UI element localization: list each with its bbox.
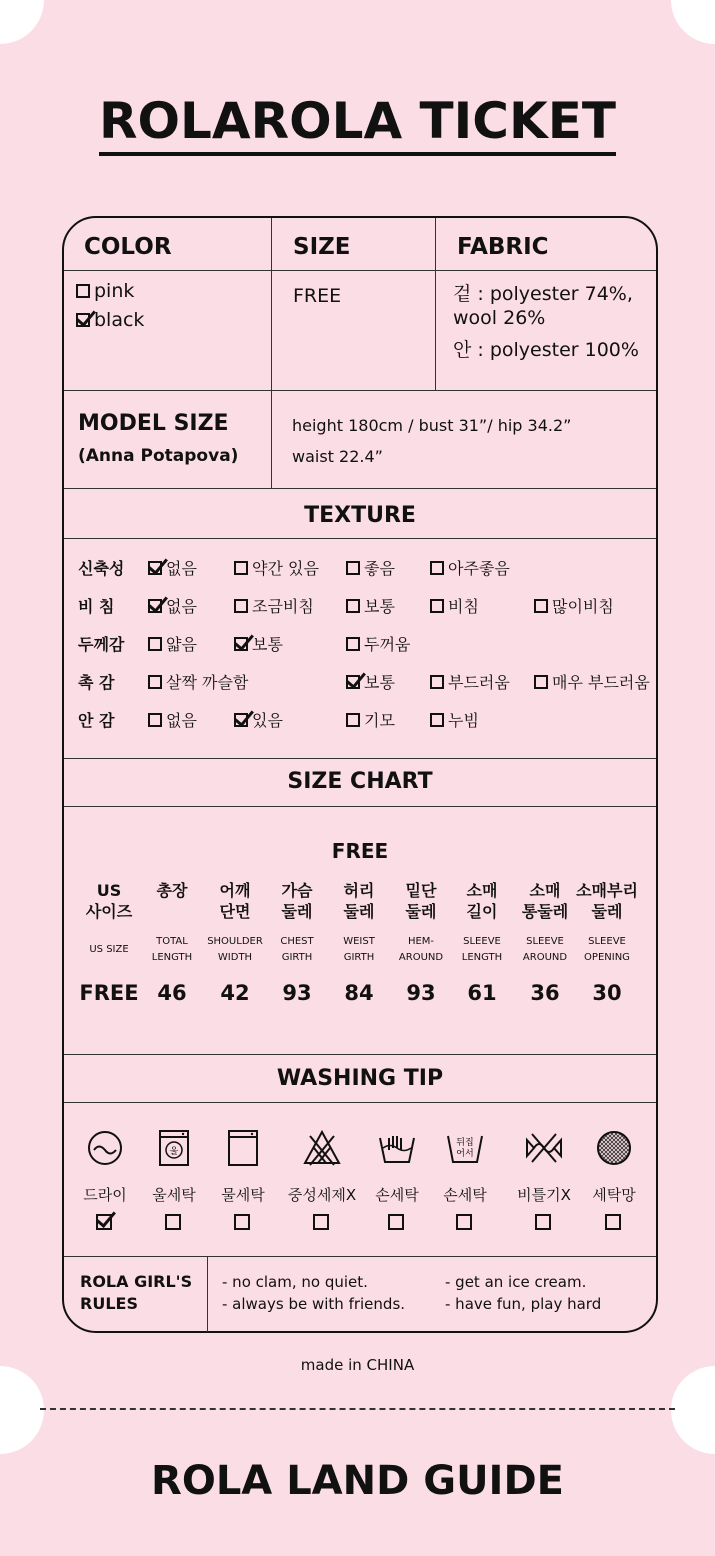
texture-option-label: 기모 bbox=[364, 711, 395, 730]
no-wring-icon bbox=[524, 1128, 564, 1168]
texture-option-label: 없음 bbox=[166, 597, 197, 616]
texture-option-label: 매우 부드러움 bbox=[552, 673, 650, 692]
washing-label: 세탁망 bbox=[592, 1186, 636, 1204]
size-column-subtitle: SHOULDER bbox=[207, 936, 263, 947]
texture-option-label: 아주좋음 bbox=[448, 559, 510, 578]
texture-option bbox=[234, 556, 319, 579]
texture-option bbox=[234, 594, 314, 617]
size-column-subtitle: US SIZE bbox=[89, 944, 129, 955]
size-value-cell: FREE bbox=[79, 981, 139, 1005]
texture-option-label: 조금비침 bbox=[252, 597, 314, 616]
texture-option bbox=[430, 594, 479, 617]
washing-label: 드라이 bbox=[83, 1186, 127, 1204]
ticket-title: ROLAROLA TICKET bbox=[0, 92, 715, 150]
texture-option bbox=[430, 556, 510, 579]
checkbox[interactable] bbox=[234, 561, 248, 575]
checkbox[interactable] bbox=[346, 561, 360, 575]
checkbox[interactable] bbox=[346, 637, 360, 651]
size-value-cell: 93 bbox=[282, 981, 312, 1005]
size-column-title: 허리 bbox=[343, 881, 375, 900]
rule-item: - always be with friends. bbox=[222, 1295, 406, 1313]
checkbox[interactable] bbox=[313, 1214, 329, 1230]
size-column-subtitle: AROUND bbox=[522, 952, 568, 963]
size-column-subtitle: HEM- bbox=[407, 936, 435, 947]
tear-line bbox=[40, 1408, 675, 1410]
checkbox[interactable] bbox=[430, 561, 444, 575]
texture-option-label: 없음 bbox=[166, 559, 197, 578]
checkbox-checked[interactable] bbox=[148, 561, 162, 575]
corner-notch bbox=[0, 0, 44, 44]
checkbox-checked[interactable] bbox=[76, 313, 90, 327]
washing-label: 물세탁 bbox=[221, 1186, 265, 1204]
checkbox-checked[interactable] bbox=[234, 637, 248, 651]
checkbox[interactable] bbox=[165, 1214, 181, 1230]
size-column-title: 둘레 bbox=[281, 902, 313, 921]
size-column-title: 둘레 bbox=[591, 902, 623, 921]
washing-tip-header: WASHING TIP bbox=[276, 1066, 444, 1091]
checkbox-checked[interactable] bbox=[96, 1214, 112, 1230]
washing-checkbox-wrap bbox=[313, 1214, 333, 1233]
checkbox[interactable] bbox=[234, 599, 248, 613]
size-column-title: US bbox=[96, 881, 122, 900]
washing-label: 중성세제X bbox=[287, 1186, 357, 1204]
model-size-label: MODEL SIZE bbox=[78, 411, 229, 436]
size-chart-header: SIZE CHART bbox=[287, 769, 433, 794]
texture-option bbox=[148, 594, 197, 617]
info-card bbox=[62, 216, 658, 1333]
checkbox[interactable] bbox=[234, 1214, 250, 1230]
texture-option bbox=[430, 708, 479, 731]
size-column-subtitle: OPENING bbox=[584, 952, 630, 963]
washing-checkbox-wrap bbox=[388, 1214, 408, 1233]
size-column-title: 밑단 bbox=[405, 881, 437, 900]
size-value-cell: 84 bbox=[344, 981, 374, 1005]
washing-label: 울세탁 bbox=[152, 1186, 196, 1204]
texture-option-label: 부드러움 bbox=[448, 673, 510, 692]
texture-option bbox=[346, 632, 410, 655]
checkbox[interactable] bbox=[148, 713, 162, 727]
svg-text:울: 울 bbox=[169, 1147, 179, 1157]
checkbox[interactable] bbox=[148, 675, 162, 689]
corner-notch bbox=[671, 0, 715, 44]
model-measurements: waist 22.4” bbox=[292, 447, 383, 466]
checkbox-checked[interactable] bbox=[346, 675, 360, 689]
texture-option-label: 있음 bbox=[252, 711, 283, 730]
texture-option-label: 약간 있음 bbox=[252, 559, 319, 578]
texture-option-label: 많이비침 bbox=[552, 597, 614, 616]
size-value-cell: 36 bbox=[530, 981, 560, 1005]
washing-checkbox-wrap bbox=[234, 1214, 254, 1233]
size-column-title: 소매부리 bbox=[576, 881, 638, 900]
color-option-black: black bbox=[76, 309, 144, 331]
size-column-title: 단면 bbox=[219, 902, 251, 921]
size-column-subtitle: LENGTH bbox=[461, 952, 503, 963]
washing-checkbox-wrap bbox=[165, 1214, 185, 1233]
fabric-header: FABRIC bbox=[457, 234, 549, 260]
side-notch bbox=[0, 1366, 44, 1454]
texture-option bbox=[534, 670, 650, 693]
texture-option bbox=[148, 632, 197, 655]
size-column-title: 둘레 bbox=[343, 902, 375, 921]
size-column-subtitle: WEIST bbox=[343, 936, 375, 947]
svg-text:뒤집: 뒤집 bbox=[456, 1138, 474, 1148]
size-value-cell: 61 bbox=[467, 981, 497, 1005]
washing-checkbox-wrap bbox=[96, 1214, 116, 1233]
washing-checkbox-wrap bbox=[605, 1214, 625, 1233]
washing-checkbox-wrap bbox=[535, 1214, 555, 1233]
dry-clean-icon bbox=[85, 1128, 125, 1168]
size-column-title: 가슴 bbox=[281, 881, 313, 900]
texture-row-label: 두께감 bbox=[78, 635, 125, 654]
size-column-title: 소매 bbox=[529, 881, 561, 900]
texture-option-label: 좋음 bbox=[364, 559, 395, 578]
texture-option bbox=[346, 556, 395, 579]
texture-option bbox=[534, 594, 614, 617]
texture-option bbox=[234, 708, 283, 731]
footer-title: ROLA LAND GUIDE bbox=[151, 1458, 564, 1504]
size-value-cell: 46 bbox=[157, 981, 187, 1005]
checkbox[interactable] bbox=[430, 599, 444, 613]
texture-option-label: 두꺼움 bbox=[364, 635, 411, 654]
texture-row-label: 비 침 bbox=[78, 597, 115, 616]
checkbox[interactable] bbox=[388, 1214, 404, 1230]
made-in-label: made in CHINA bbox=[300, 1356, 415, 1374]
size-value-cell: 93 bbox=[406, 981, 436, 1005]
size-column-subtitle: SLEEVE bbox=[526, 936, 564, 947]
checkbox[interactable] bbox=[535, 1214, 551, 1230]
size-value: FREE bbox=[293, 285, 342, 307]
checkbox[interactable] bbox=[148, 637, 162, 651]
size-column-title: 둘레 bbox=[405, 902, 437, 921]
hand-wash-icon bbox=[377, 1128, 417, 1168]
checkbox[interactable] bbox=[346, 599, 360, 613]
side-notch bbox=[671, 1366, 715, 1454]
texture-option bbox=[346, 670, 395, 693]
washing-checkbox-wrap bbox=[456, 1214, 476, 1233]
texture-option bbox=[148, 708, 197, 731]
texture-option bbox=[148, 556, 197, 579]
size-column-title: 어깨 bbox=[219, 881, 251, 900]
size-value-cell: 30 bbox=[592, 981, 622, 1005]
texture-option-label: 보통 bbox=[364, 597, 395, 616]
washing-label: 손세탁 bbox=[375, 1186, 419, 1204]
size-column-title: 사이즈 bbox=[85, 902, 133, 921]
size-column-subtitle: SLEEVE bbox=[588, 936, 626, 947]
size-column-subtitle: GIRTH bbox=[343, 952, 375, 963]
inside-out-wash-icon bbox=[445, 1128, 485, 1168]
model-name: (Anna Potapova) bbox=[78, 446, 239, 466]
texture-row-label: 신축성 bbox=[78, 559, 125, 578]
texture-option-label: 보통 bbox=[252, 635, 283, 654]
rules-title: ROLA GIRL'S bbox=[80, 1272, 193, 1291]
texture-option-label: 누빔 bbox=[448, 711, 479, 730]
checkbox[interactable] bbox=[534, 675, 548, 689]
texture-option bbox=[346, 594, 395, 617]
size-column-subtitle: SLEEVE bbox=[463, 936, 501, 947]
size-chart-size-name: FREE bbox=[331, 839, 389, 863]
checkbox[interactable] bbox=[456, 1214, 472, 1230]
size-column-title: 소매 bbox=[466, 881, 498, 900]
size-column-title: 통둘레 bbox=[521, 902, 569, 921]
color-option-pink: pink bbox=[76, 280, 134, 302]
size-column-subtitle: GIRTH bbox=[281, 952, 313, 963]
rules-title: RULES bbox=[80, 1294, 138, 1313]
texture-option-label: 얇음 bbox=[166, 635, 197, 654]
rule-item: - get an ice cream. bbox=[445, 1273, 587, 1291]
size-column-subtitle: TOTAL bbox=[156, 936, 188, 947]
size-column-title: 총장 bbox=[156, 881, 188, 900]
checkbox[interactable] bbox=[534, 599, 548, 613]
color-header: COLOR bbox=[84, 234, 172, 260]
texture-row-label: 안 감 bbox=[78, 711, 115, 730]
rule-item: - no clam, no quiet. bbox=[222, 1273, 368, 1291]
water-wash-icon bbox=[223, 1128, 263, 1168]
texture-option bbox=[346, 708, 395, 731]
texture-option-label: 비침 bbox=[448, 597, 479, 616]
checkbox[interactable] bbox=[605, 1214, 621, 1230]
washing-label: 손세탁 bbox=[443, 1186, 487, 1204]
texture-option bbox=[430, 670, 510, 693]
texture-header: TEXTURE bbox=[304, 503, 416, 528]
checkbox[interactable] bbox=[430, 713, 444, 727]
texture-option-label: 보통 bbox=[364, 673, 395, 692]
texture-option-label: 살짝 까슬함 bbox=[166, 673, 249, 692]
fabric-line: 겉 : polyester 74%, bbox=[453, 283, 633, 305]
fabric-line: 안 : polyester 100% bbox=[453, 339, 639, 361]
size-column-subtitle: CHEST bbox=[280, 936, 314, 947]
checkbox-checked[interactable] bbox=[148, 599, 162, 613]
wool-wash-icon bbox=[154, 1128, 194, 1168]
washing-label: 비틀기X bbox=[517, 1186, 571, 1204]
checkbox-checked[interactable] bbox=[234, 713, 248, 727]
checkbox[interactable] bbox=[76, 284, 90, 298]
texture-option bbox=[148, 670, 248, 693]
no-bleach-icon bbox=[302, 1128, 342, 1168]
checkbox[interactable] bbox=[430, 675, 444, 689]
texture-option bbox=[234, 632, 283, 655]
texture-row-label: 촉 감 bbox=[78, 673, 115, 692]
texture-option-label: 없음 bbox=[166, 711, 197, 730]
size-column-subtitle: WIDTH bbox=[217, 952, 253, 963]
size-column-title: 길이 bbox=[466, 902, 498, 921]
size-column-subtitle: LENGTH bbox=[151, 952, 193, 963]
size-header: SIZE bbox=[293, 234, 351, 260]
rule-item: - have fun, play hard bbox=[445, 1295, 602, 1313]
svg-text:어서: 어서 bbox=[456, 1149, 474, 1159]
size-column-subtitle: AROUND bbox=[398, 952, 444, 963]
model-measurements: height 180cm / bust 31”/ hip 34.2” bbox=[292, 416, 572, 435]
fabric-line: wool 26% bbox=[453, 307, 546, 329]
checkbox[interactable] bbox=[346, 713, 360, 727]
laundry-net-icon bbox=[594, 1128, 634, 1168]
size-value-cell: 42 bbox=[220, 981, 250, 1005]
